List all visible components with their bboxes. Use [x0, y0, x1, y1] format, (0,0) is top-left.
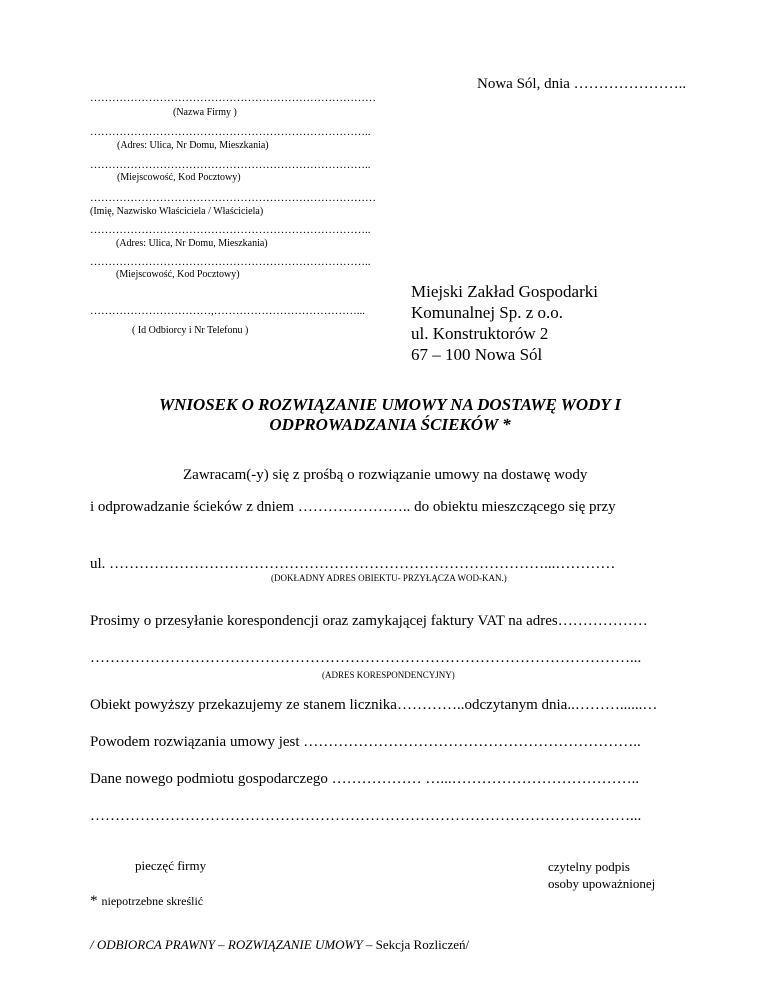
- signature-line-1: czytelny podpis: [548, 859, 630, 874]
- correspondence-address-field[interactable]: ………………………………………………………………………………………………...: [90, 650, 642, 666]
- owner-address-label: (Adres: Ulica, Nr Domu, Mieszkania): [116, 238, 268, 249]
- meter-reading-line[interactable]: Obiekt powyższy przekazujemy ze stanem licznika…………..odczytanym dnia..………......…: [90, 697, 658, 713]
- correspondence-caption: (ADRES KORESPONDENCYJNY): [322, 670, 455, 680]
- footnote: [90, 892, 203, 910]
- owner-city-label: (Miejscowość, Kod Pocztowy): [116, 269, 240, 280]
- company-address-label: (Adres: Ulica, Nr Domu, Mieszkania): [117, 140, 269, 151]
- correspondence-line: Prosimy o przesyłanie korespondencji oraz zamykającej faktury VAT na adres………………: [90, 613, 648, 629]
- request-line-2: i odprowadzanie ścieków z dniem ………………….. do obiektu mieszczącego się przy: [90, 499, 616, 515]
- object-street-caption: (DOKŁADNY ADRES OBIEKTU- PRZYŁĄCZA WOD-KAN.): [271, 573, 507, 583]
- company-address-field[interactable]: …………………………………………………………………..: [90, 126, 371, 138]
- company-city-label: (Miejscowość, Kod Pocztowy): [117, 172, 241, 183]
- owner-city-field[interactable]: …………………………………………………………………..: [90, 256, 371, 268]
- client-id-phone-label: ( Id Odbiorcy i Nr Telefonu ): [132, 325, 249, 336]
- company-stamp-label: pieczęć firmy: [135, 858, 207, 873]
- recipient-line-4: 67 – 100 Nowa Sól: [411, 345, 543, 364]
- footnote-text: niepotrzebne skreślić: [101, 894, 204, 908]
- new-entity-continuation[interactable]: ………………………………………………………………………………………………...: [90, 808, 642, 824]
- footer-part-2: Sekcja Rozliczeń/: [372, 937, 470, 952]
- owner-name-label: (Imię, Nazwisko Właściciela / Właściciela): [90, 206, 264, 217]
- recipient-line-2: Komunalnej Sp. z o.o.: [411, 303, 564, 322]
- company-city-field[interactable]: …………………………………………………………………..: [90, 159, 371, 171]
- footer-part-1: / ODBIORCA PRAWNY – ROZWIĄZANIE UMOWY –: [90, 937, 373, 952]
- document-title: [90, 395, 690, 435]
- title-line-2: ODPROWADZANIA ŚCIEKÓW *: [269, 415, 511, 434]
- footnote-asterisk: *: [90, 893, 98, 909]
- termination-reason-line[interactable]: Powodem rozwiązania umowy jest …………………………………………………………..: [90, 734, 641, 750]
- title-line-1: WNIOSEK O ROZWIĄZANIE UMOWY NA DOSTAWĘ WODY I: [158, 395, 622, 414]
- new-entity-line[interactable]: Dane nowego podmiotu gospodarczego ……………… …...………………………………..: [90, 771, 640, 787]
- recipient-address: [411, 281, 598, 365]
- owner-name-field[interactable]: ……………………………………………………………………: [90, 192, 376, 204]
- signature-label: [548, 858, 655, 892]
- owner-address-field[interactable]: …………………………………………………………………..: [90, 224, 371, 236]
- client-id-phone-field[interactable]: ……………………………,…………………………………...: [90, 305, 365, 317]
- signature-line-2: osoby upoważnionej: [548, 876, 656, 891]
- object-street-line[interactable]: ul. ……………………………………………………………………………...…………: [90, 556, 616, 572]
- company-name-field[interactable]: ……………………………………………………………………: [90, 92, 376, 104]
- request-line-1: Zawracam(-y) się z prośbą o rozwiązanie umowy na dostawę wody: [183, 467, 588, 483]
- recipient-line-1: Miejski Zakład Gospodarki: [411, 282, 598, 301]
- recipient-line-3: ul. Konstruktorów 2: [411, 324, 549, 343]
- company-name-label: (Nazwa Firmy ): [173, 107, 237, 118]
- place-date: Nowa Sól, dnia …………………..: [477, 76, 687, 92]
- footer: [90, 937, 469, 953]
